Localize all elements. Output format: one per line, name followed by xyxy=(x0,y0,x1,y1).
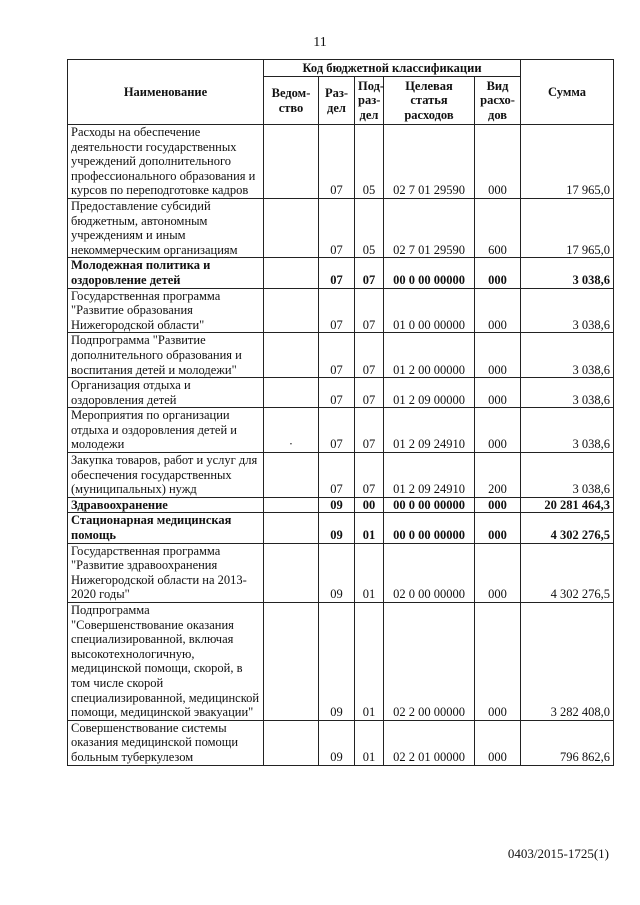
row-name-cell: Государственная программа "Развитие образования Нижегородской области" xyxy=(68,288,264,333)
table-row xyxy=(68,125,614,199)
row-target-cell: 02 0 00 00000 xyxy=(384,543,475,602)
row-name-cell: Подпрограмма "Развитие дополнительного образования и воспитания детей и молодежи" xyxy=(68,333,264,378)
row-razdel-cell: 07 xyxy=(319,198,355,257)
row-vid-cell: 600 xyxy=(475,198,521,257)
row-sum-cell: 796 862,6 xyxy=(521,720,614,765)
row-razdel-cell: 09 xyxy=(319,720,355,765)
row-target-cell: 02 7 01 29590 xyxy=(384,125,475,199)
header-razdel: Раз-дел xyxy=(319,77,355,125)
row-name-cell: Стационарная медицинская помощь xyxy=(68,513,264,543)
row-name-cell: Расходы на обеспечение деятельности государственных учреждений дополнительного профессионального образования и курсов по переподготовке кадров xyxy=(68,125,264,199)
row-podrazdel-cell: 07 xyxy=(355,288,384,333)
row-vid-cell: 000 xyxy=(475,543,521,602)
row-sum-cell: 3 038,6 xyxy=(521,408,614,453)
row-vedomstvo-cell xyxy=(264,378,319,408)
row-sum-cell: 3 038,6 xyxy=(521,333,614,378)
row-target-cell: 00 0 00 00000 xyxy=(384,497,475,513)
row-target-cell: 02 7 01 29590 xyxy=(384,198,475,257)
row-podrazdel-cell: 01 xyxy=(355,543,384,602)
table-row xyxy=(68,408,614,453)
row-target-cell: 01 2 00 00000 xyxy=(384,333,475,378)
row-vedomstvo-cell xyxy=(264,288,319,333)
row-sum-cell: 3 038,6 xyxy=(521,453,614,498)
row-vedomstvo-cell xyxy=(264,720,319,765)
row-target-cell: 00 0 00 00000 xyxy=(384,258,475,288)
row-sum-cell: 3 038,6 xyxy=(521,378,614,408)
budget-classification-table xyxy=(67,59,614,766)
row-vid-cell: 000 xyxy=(475,378,521,408)
row-podrazdel-cell: 07 xyxy=(355,453,384,498)
row-vid-cell: 000 xyxy=(475,603,521,721)
row-razdel-cell: 07 xyxy=(319,258,355,288)
row-razdel-cell: 09 xyxy=(319,543,355,602)
row-name-cell: Закупка товаров, работ и услуг для обеспечения государственных (муниципальных) нужд xyxy=(68,453,264,498)
row-sum-cell: 3 282 408,0 xyxy=(521,603,614,721)
row-podrazdel-cell: 00 xyxy=(355,497,384,513)
table-row xyxy=(68,333,614,378)
table-body xyxy=(68,125,614,766)
table-row xyxy=(68,198,614,257)
row-razdel-cell: 07 xyxy=(319,125,355,199)
table-row xyxy=(68,603,614,721)
row-razdel-cell: 07 xyxy=(319,288,355,333)
table-row xyxy=(68,513,614,543)
table-row xyxy=(68,497,614,513)
row-name-cell: Организация отдыха и оздоровления детей xyxy=(68,378,264,408)
row-podrazdel-cell: 07 xyxy=(355,408,384,453)
row-sum-cell: 4 302 276,5 xyxy=(521,543,614,602)
row-sum-cell: 3 038,6 xyxy=(521,258,614,288)
row-target-cell: 01 2 09 24910 xyxy=(384,408,475,453)
row-podrazdel-cell: 05 xyxy=(355,125,384,199)
header-podrazdel: Под-раз-дел xyxy=(355,77,384,125)
row-vid-cell: 200 xyxy=(475,453,521,498)
row-target-cell: 01 2 09 00000 xyxy=(384,378,475,408)
row-sum-cell: 17 965,0 xyxy=(521,125,614,199)
row-name-cell: Молодежная политика и оздоровление детей xyxy=(68,258,264,288)
row-vid-cell: 000 xyxy=(475,333,521,378)
row-name-cell: Совершенствование системы оказания медицинской помощи больным туберкулезом xyxy=(68,720,264,765)
row-target-cell: 00 0 00 00000 xyxy=(384,513,475,543)
row-podrazdel-cell: 01 xyxy=(355,603,384,721)
row-vid-cell: 000 xyxy=(475,288,521,333)
row-sum-cell: 3 038,6 xyxy=(521,288,614,333)
table-row xyxy=(68,453,614,498)
table-row xyxy=(68,378,614,408)
row-name-cell: Предоставление субсидий бюджетным, автономным учреждениям и иным некоммерческим организациям xyxy=(68,198,264,257)
table-row xyxy=(68,543,614,602)
row-vedomstvo-cell xyxy=(264,198,319,257)
row-vid-cell: 000 xyxy=(475,408,521,453)
row-podrazdel-cell: 01 xyxy=(355,720,384,765)
row-podrazdel-cell: 07 xyxy=(355,378,384,408)
row-vid-cell: 000 xyxy=(475,258,521,288)
row-vid-cell: 000 xyxy=(475,720,521,765)
row-podrazdel-cell: 07 xyxy=(355,258,384,288)
row-sum-cell: 20 281 464,3 xyxy=(521,497,614,513)
row-name-cell: Мероприятия по организации отдыха и оздоровления детей и молодежи xyxy=(68,408,264,453)
row-target-cell: 02 2 01 00000 xyxy=(384,720,475,765)
row-razdel-cell: 07 xyxy=(319,378,355,408)
header-sum: Сумма xyxy=(521,60,614,125)
row-podrazdel-cell: 07 xyxy=(355,333,384,378)
row-razdel-cell: 07 xyxy=(319,408,355,453)
table-row xyxy=(68,288,614,333)
row-target-cell: 01 2 09 24910 xyxy=(384,453,475,498)
header-vedomstvo: Ведом-ство xyxy=(264,77,319,125)
row-razdel-cell: 09 xyxy=(319,603,355,721)
row-target-cell: 01 0 00 00000 xyxy=(384,288,475,333)
row-vedomstvo-cell xyxy=(264,125,319,199)
row-vedomstvo-cell xyxy=(264,543,319,602)
document-code: 0403/2015-1725(1) xyxy=(507,846,609,861)
row-vid-cell: 000 xyxy=(475,513,521,543)
row-razdel-cell: 07 xyxy=(319,333,355,378)
row-sum-cell: 17 965,0 xyxy=(521,198,614,257)
row-sum-cell: 4 302 276,5 xyxy=(521,513,614,543)
row-vid-cell: 000 xyxy=(475,497,521,513)
row-target-cell: 02 2 00 00000 xyxy=(384,603,475,721)
header-name: Наименование xyxy=(68,60,264,125)
row-vedomstvo-cell xyxy=(264,333,319,378)
row-podrazdel-cell: 01 xyxy=(355,513,384,543)
row-vedomstvo-cell xyxy=(264,453,319,498)
row-razdel-cell: 09 xyxy=(319,513,355,543)
row-razdel-cell: 09 xyxy=(319,497,355,513)
row-vedomstvo-cell xyxy=(264,497,319,513)
table-row xyxy=(68,258,614,288)
row-vedomstvo-cell xyxy=(264,258,319,288)
header-target: Целевая статья расходов xyxy=(384,77,475,125)
row-vid-cell: 000 xyxy=(475,125,521,199)
row-name-cell: Здравоохранение xyxy=(68,497,264,513)
table-row xyxy=(68,720,614,765)
row-podrazdel-cell: 05 xyxy=(355,198,384,257)
row-name-cell: Государственная программа "Развитие здравоохранения Нижегородской области на 2013-2020 годы" xyxy=(68,543,264,602)
row-vedomstvo-cell xyxy=(264,513,319,543)
header-code-group: Код бюджетной классификации xyxy=(264,60,521,77)
row-vedomstvo-cell: · xyxy=(264,408,319,453)
header-vid: Вид расхо-дов xyxy=(475,77,521,125)
row-name-cell: Подпрограмма "Совершенствование оказания специализированной, включая высокотехнологичную, медицинской помощи, скорой, в том числе скорой специализированной, медицинской помощи, медицинской эвакуации" xyxy=(68,603,264,721)
page-number: 11 xyxy=(313,35,327,50)
row-razdel-cell: 07 xyxy=(319,453,355,498)
row-vedomstvo-cell xyxy=(264,603,319,721)
